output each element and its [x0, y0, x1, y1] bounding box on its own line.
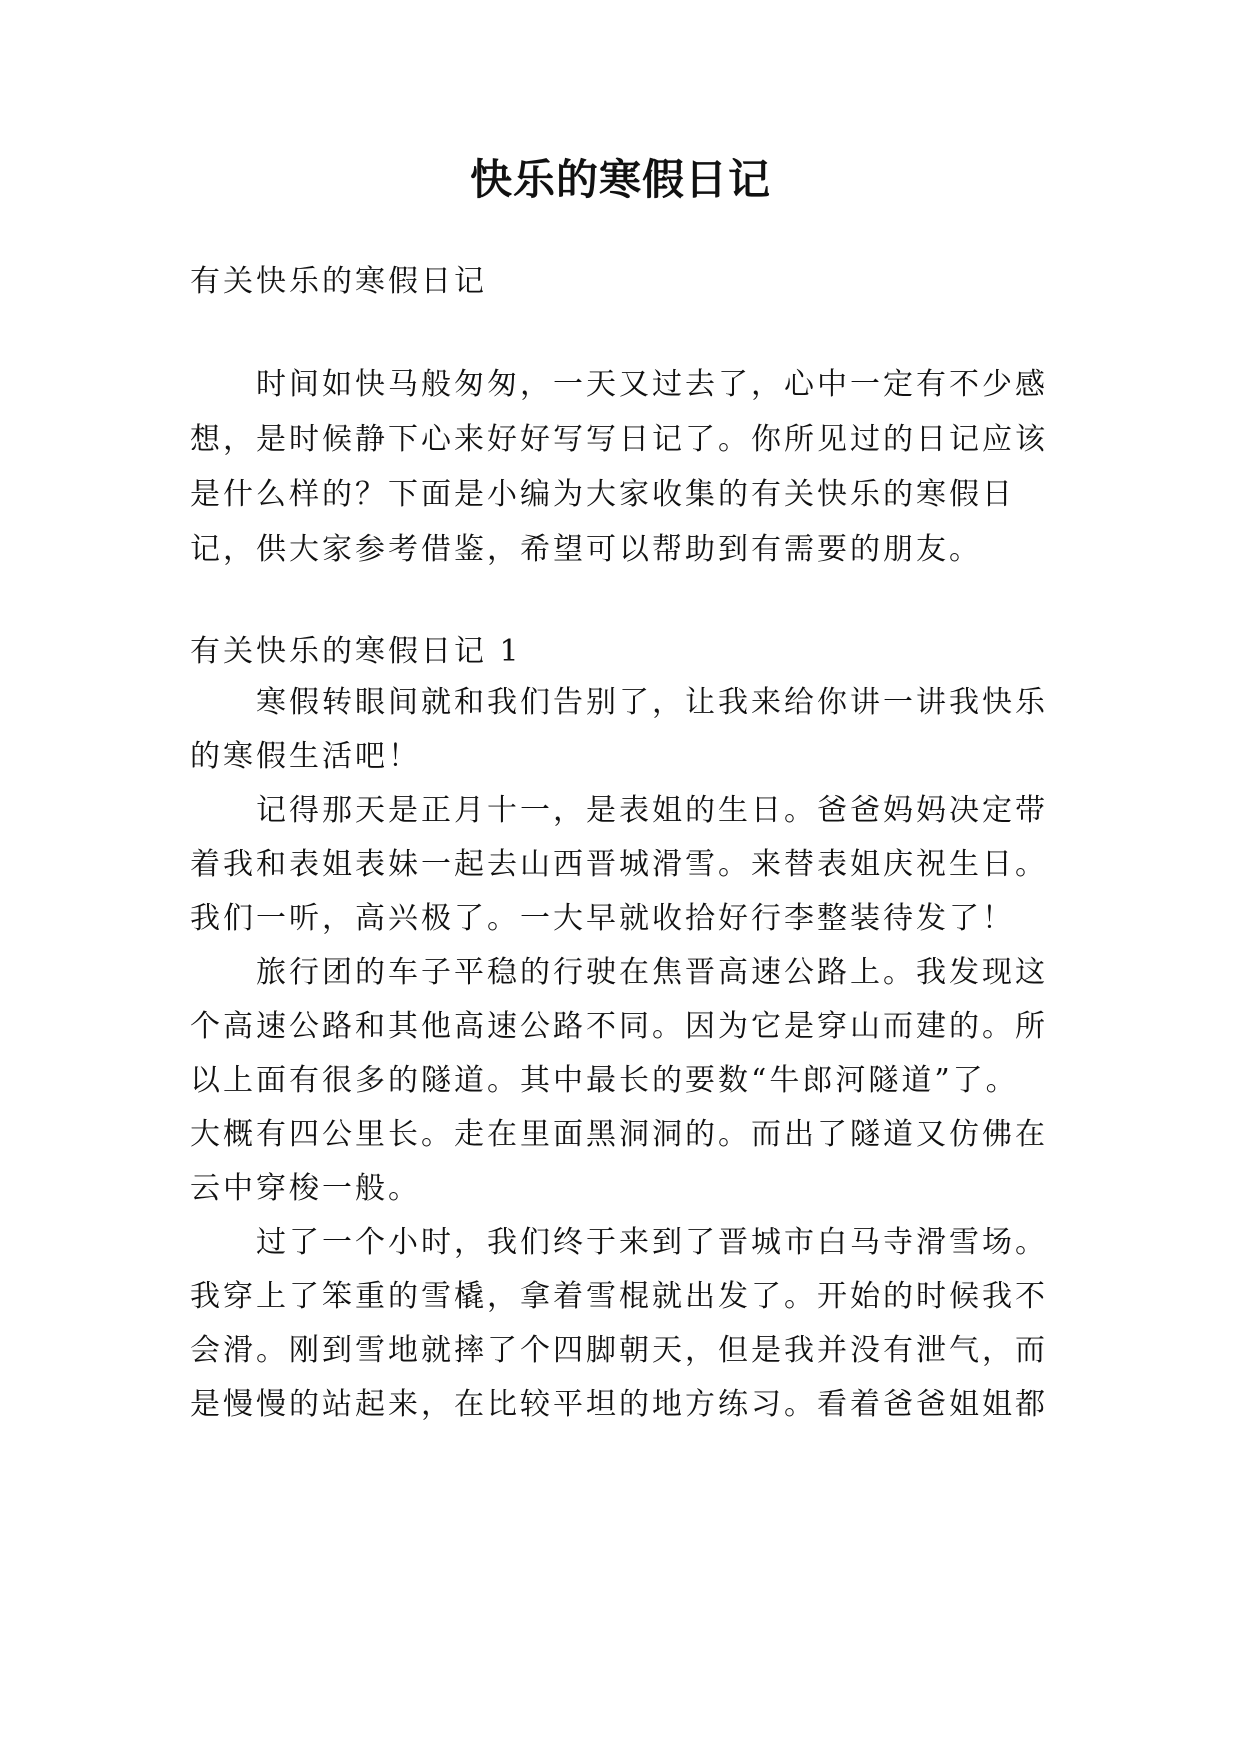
body-line: 记得那天是正月十一，是表姐的生日。爸爸妈妈决定带 [256, 793, 1048, 828]
body-line: 大概有四公里长。走在里面黑洞洞的。而出了隧道又仿佛在 [190, 1117, 1048, 1152]
body-line: 我们一听，高兴极了。一大早就收拾好行李整装待发了！ [190, 901, 1015, 936]
body-line: 以上面有很多的隧道。其中最长的要数“牛郎河隧道”了。 [190, 1063, 1019, 1098]
body-line: 寒假转眼间就和我们告别了，让我来给你讲一讲我快乐 [256, 685, 1048, 720]
body-line: 我穿上了笨重的雪橇，拿着雪棍就出发了。开始的时候我不 [190, 1279, 1048, 1314]
body-line: 个高速公路和其他高速公路不同。因为它是穿山而建的。所 [190, 1009, 1048, 1044]
subtitle: 有关快乐的寒假日记 [190, 264, 487, 299]
section-heading: 有关快乐的寒假日记 1 [190, 634, 522, 669]
intro-line: 是什么样的？下面是小编为大家收集的有关快乐的寒假日 [190, 477, 1015, 512]
body-line: 着我和表姐表妹一起去山西晋城滑雪。来替表姐庆祝生日。 [190, 847, 1048, 882]
body-line: 旅行团的车子平稳的行驶在焦晋高速公路上。我发现这 [256, 955, 1048, 990]
body-line: 会滑。刚到雪地就摔了个四脚朝天，但是我并没有泄气，而 [190, 1333, 1048, 1368]
intro-line: 时间如快马般匆匆，一天又过去了，心中一定有不少感 [256, 367, 1048, 402]
body-line: 过了一个小时，我们终于来到了晋城市白马寺滑雪场。 [256, 1225, 1048, 1260]
document-title: 快乐的寒假日记 [469, 155, 771, 204]
intro-line: 想，是时候静下心来好好写写日记了。你所见过的日记应该 [190, 422, 1048, 457]
body-line: 云中穿梭一般。 [190, 1171, 421, 1206]
body-line: 的寒假生活吧！ [190, 739, 421, 774]
body-line: 是慢慢的站起来，在比较平坦的地方练习。看着爸爸姐姐都 [190, 1387, 1048, 1422]
intro-line: 记，供大家参考借鉴，希望可以帮助到有需要的朋友。 [190, 532, 982, 567]
